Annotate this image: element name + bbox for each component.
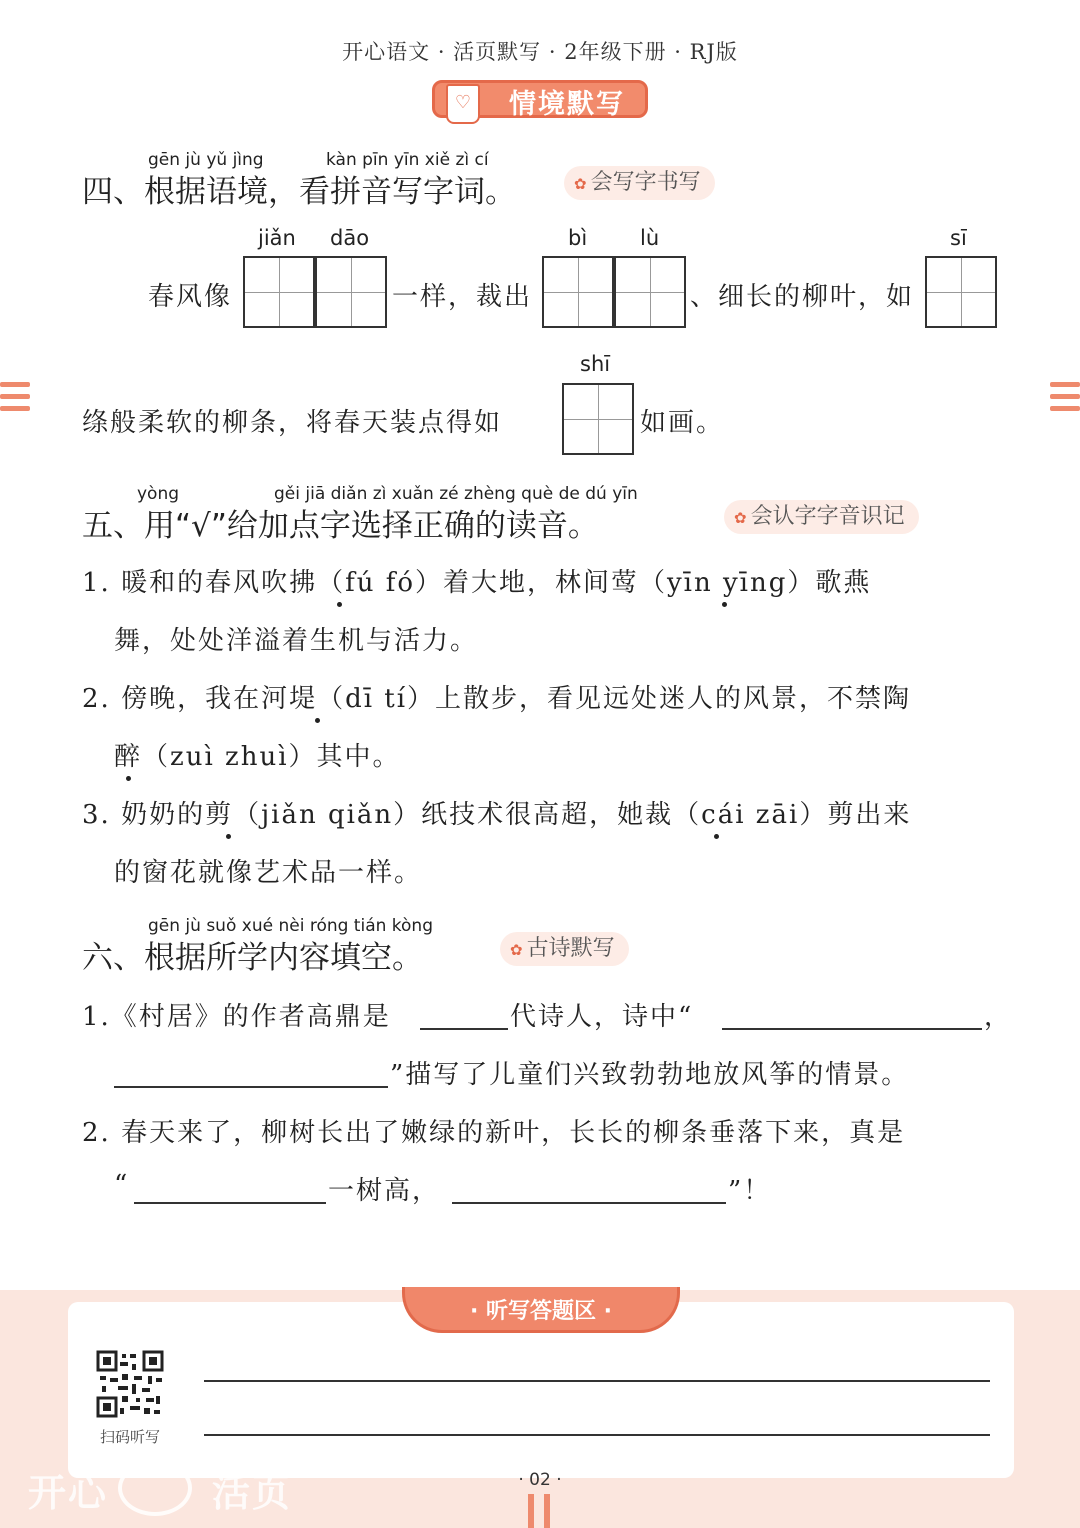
brand-logo-circle-icon (118, 1460, 192, 1516)
banner-title: 情境默写 (509, 89, 625, 120)
section5-tag: ✿ 会认字字音识记 (724, 500, 919, 534)
fill-blank[interactable] (420, 1028, 508, 1030)
question5-1-line-a: 1. 暖和的春风吹拂（fú fó）着大地，林间莺（yīn yīng）歌燕 (82, 568, 872, 598)
answer-line[interactable] (204, 1380, 990, 1382)
section5-pinyin-yong: yòng (137, 484, 180, 504)
brand-logo-left: 开心 (28, 1471, 109, 1515)
emphasis-dot (722, 602, 727, 607)
section4-pinyin-a: gēn jù yǔ jìng (148, 150, 264, 170)
page-number: · 02 · (518, 1470, 562, 1490)
section6-title: 六、根据所学内容填空。 (82, 940, 423, 976)
left-binder-mark (0, 382, 30, 412)
bottom-binder-mark (524, 1494, 556, 1528)
question6-1-text-b: 代诗人，诗中“ (510, 1002, 694, 1032)
row1-text-3: 、细长的柳叶，如 (690, 282, 915, 312)
section5-pinyin-rest: gěi jiā diǎn zì xuǎn zé zhèng què de dú yīn (274, 484, 638, 504)
question6-1-text-a: 1.《村居》的作者高鼎是 (82, 1002, 391, 1032)
writing-box[interactable] (925, 256, 997, 328)
qr-code-icon[interactable] (96, 1350, 164, 1418)
question5-2-line-a: 2. 傍晚，我在河堤（dī tí）上散步，看见远处迷人的风景，不禁陶 (82, 684, 912, 714)
section4-pinyin-b: kàn pīn yīn xiě zì cí (326, 150, 489, 170)
heart-book-icon: ♡ (446, 84, 480, 124)
pinyin-si: sī (950, 226, 967, 250)
fill-blank[interactable] (452, 1202, 726, 1204)
emphasis-dot (315, 718, 320, 723)
question6-2-text-b: 一树高， (328, 1176, 441, 1206)
pinyin-shi: shī (580, 352, 611, 376)
fill-blank[interactable] (114, 1086, 388, 1088)
writing-box[interactable] (243, 256, 315, 328)
right-binder-mark (1050, 382, 1080, 412)
section5-title: 五、用“√”给加点字选择正确的读音。 (82, 508, 599, 544)
question5-1-line-b: 舞，处处洋溢着生机与活力。 (114, 626, 479, 656)
writing-box[interactable] (542, 256, 614, 328)
fill-blank[interactable] (722, 1028, 982, 1030)
question6-1-text-d: ”描写了儿童们兴致勃勃地放风筝的情景。 (390, 1060, 910, 1090)
row1-text-2: 一样，裁出 (392, 282, 533, 312)
question6-2-line-a: 2. 春天来了，柳树长出了嫩绿的新叶，长长的柳条垂落下来，真是 (82, 1118, 906, 1148)
page-header: 开心语文 · 活页默写 · 2年级下册 · RJ版 (342, 40, 738, 64)
question5-3-line-a: 3. 奶奶的剪（jiǎn qiǎn）纸技术很高超，她裁（cái zāi）剪出来 (82, 800, 912, 830)
pinyin-lu: lù (640, 226, 660, 250)
row2-text-1: 绦般柔软的柳条，将春天装点得如 (82, 408, 503, 438)
row1-text-1: 春风像 (148, 282, 233, 312)
writing-box[interactable] (315, 256, 387, 328)
question6-2-quote-close: ”！ (728, 1176, 772, 1206)
question6-2-quote-open: “ (114, 1170, 130, 1200)
section4-tag: ✿ 会写字书写 (564, 166, 715, 200)
pinyin-dao: dāo (330, 226, 370, 250)
section6-tag: ✿ 古诗默写 (500, 932, 629, 966)
qr-label: 扫码听写 (99, 1428, 160, 1446)
section6-pinyin: gēn jù suǒ xué nèi róng tián kòng (148, 916, 433, 936)
writing-box[interactable] (562, 383, 634, 455)
emphasis-dot (126, 776, 131, 781)
gear-icon: ✿ (510, 941, 523, 959)
fill-blank[interactable] (134, 1202, 326, 1204)
gear-icon: ✿ (574, 175, 587, 193)
question6-1-text-c: ， (984, 1002, 1013, 1032)
emphasis-dot (226, 834, 231, 839)
section4-title: 四、根据语境，看拼音写字词。 (82, 174, 516, 210)
emphasis-dot (714, 834, 719, 839)
question5-3-line-b: 的窗花就像艺术品一样。 (114, 858, 423, 888)
pinyin-bi: bì (568, 226, 588, 250)
row2-text-2: 如画。 (640, 408, 725, 438)
emphasis-dot (337, 602, 342, 607)
answer-line[interactable] (204, 1434, 990, 1436)
writing-box[interactable] (614, 256, 686, 328)
pinyin-jian: jiǎn (258, 226, 296, 250)
brand-logo-right: 活页 (212, 1471, 293, 1515)
question5-2-line-b: 醉（zuì zhuì）其中。 (114, 742, 401, 772)
gear-icon: ✿ (734, 509, 747, 527)
answer-area-title: · 听写答题区 · (469, 1299, 613, 1324)
